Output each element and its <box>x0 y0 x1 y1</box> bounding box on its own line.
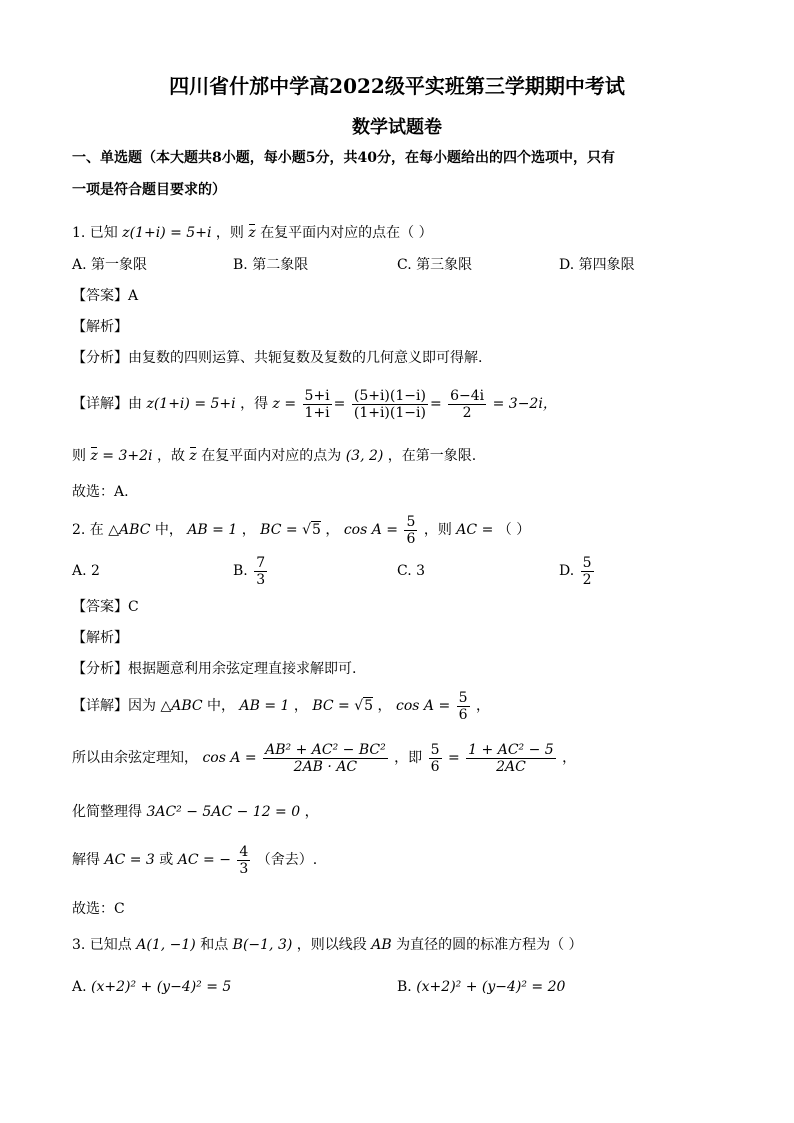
q3-stem <box>72 935 583 955</box>
q1-choose: 故选：A. <box>72 484 129 500</box>
q2-solve <box>72 840 317 880</box>
q1-frac2 <box>352 388 428 421</box>
q1-frac3-den: 2 <box>462 404 472 421</box>
q1-option-b: B. 第二象限 <box>233 257 309 273</box>
q1-number: 1. 已知 <box>72 225 118 241</box>
q2-option-d-label: D. <box>559 563 575 579</box>
q2-solve-frac <box>237 844 250 877</box>
q1-detail-mid: ，得 <box>240 396 269 412</box>
q3-option-b <box>397 977 565 997</box>
q2-detail-comma2: ， <box>377 698 392 714</box>
q1-line2-zbar: z <box>90 448 98 464</box>
q1-detail-z: z = <box>272 396 297 412</box>
q2-option-b-den: 3 <box>256 571 266 588</box>
q2-option-d-den: 2 <box>582 571 592 588</box>
q1-line2-d: ，在第一象限. <box>387 448 477 464</box>
section-heading-line1: 一、单选题（本大题共8小题，每小题5分，共40分，在每小题给出的四个选项中，只有 <box>72 150 615 166</box>
q2-detail-cosA: cos A = <box>396 698 451 714</box>
q1-equation: z(1+i) = 5+i <box>122 225 212 241</box>
q2-option-d <box>559 552 596 590</box>
q2-stem <box>72 512 530 548</box>
q3-option-b-label: B. <box>397 979 412 995</box>
q3-and: 和点 <box>200 937 229 953</box>
exam-subtitle: 数学试题卷 <box>352 117 442 138</box>
q2-option-b-frac <box>254 555 267 588</box>
q2-law-of-cosines <box>72 738 576 778</box>
q1-line2-a: 则 <box>72 448 86 464</box>
q2-law-den: 2AB · AC <box>293 758 358 775</box>
q2-law-cos: cos A = <box>202 750 257 766</box>
q1-detail-end: = 3−2i， <box>492 396 557 412</box>
q3-tail1: ，则以线段 <box>296 937 367 953</box>
q2-law-eq: = <box>447 750 460 766</box>
q2-comma2: ， <box>325 522 340 538</box>
q2-mid1: 中， <box>154 522 183 538</box>
q2-solve-num: 4 <box>239 843 249 860</box>
q2-sqrt-sign: √ <box>302 522 311 538</box>
q2-solve-eq1: AC = 3 <box>104 852 155 868</box>
q2-option-c: C. 3 <box>397 563 426 579</box>
q1-fenxi: 【分析】由复数的四则运算、共轭复数及复数的几何意义即可得解. <box>72 350 483 366</box>
q2-simplify-prefix: 化简整理得 <box>72 804 142 820</box>
q2-detail-ab: AB = 1 <box>239 698 290 714</box>
q1-detail-prefix: 【详解】由 <box>72 396 142 412</box>
q2-frac-num: 5 <box>406 513 416 530</box>
q2-detail-frac-den: 6 <box>458 706 468 723</box>
q2-law-prefix: 所以由余弦定理知， <box>72 750 198 766</box>
q2-fenxi: 【分析】根据题意利用余弦定理直接求解即可. <box>72 661 357 677</box>
q2-cosA: cos A = <box>343 522 399 538</box>
q2-law-f2-num: 1 + AC² − 5 <box>468 741 554 758</box>
q2-detail-comma3: ， <box>476 698 491 714</box>
q2-triangle: △ABC <box>108 522 151 538</box>
q1-conjugate-line <box>72 446 476 466</box>
q2-law-f-den: 6 <box>430 758 440 775</box>
q3-option-a-eq: (x+2)² + (y−4)² = 5 <box>91 979 232 995</box>
q1-frac1-den: 1+i <box>304 404 330 421</box>
q2-law-num: AB² + AC² − BC² <box>265 741 386 758</box>
q2-detail-sqrt5: 5 <box>364 698 374 714</box>
exam-title: 四川省什邡中学高2022级平实班第三学期期中考试 <box>169 74 625 98</box>
q1-zbar: z <box>248 225 256 241</box>
q3-point-b: B(−1, 3) <box>232 937 293 953</box>
q2-option-b-label: B. <box>233 563 248 579</box>
q3-option-a <box>72 977 231 997</box>
q1-detail-eq1: z(1+i) = 5+i <box>146 396 236 412</box>
q1-frac1 <box>303 388 332 421</box>
q2-detail <box>72 688 490 724</box>
q2-bc: BC = <box>260 522 298 538</box>
q3-tail2: 为直径的圆的标准方程为（ ） <box>396 937 583 953</box>
q1-stem <box>72 223 433 243</box>
q2-law-frac2 <box>429 742 442 775</box>
q2-detail-frac <box>457 690 470 723</box>
q1-frac2-num: (5+i)(1−i) <box>353 387 426 404</box>
q2-solve-eq2: AC = − <box>177 852 231 868</box>
q2-frac-den: 6 <box>406 530 416 547</box>
q3-option-b-eq: (x+2)² + (y−4)² = 20 <box>416 979 566 995</box>
q2-detail-sqrt-sign: √ <box>354 698 364 714</box>
q2-solve-den: 3 <box>239 860 249 877</box>
q1-frac3-num: 6−4i <box>450 387 485 404</box>
q2-tail: ，则 <box>423 522 452 538</box>
q1-option-c: C. 第三象限 <box>397 257 473 273</box>
q2-analysis-label: 【解析】 <box>72 630 128 646</box>
q2-option-d-num: 5 <box>582 554 592 571</box>
q1-detail: 【详解】由 z(1+i) = 5+i ，得 z = $\frac{5+i}{1+i}$ = $\frac{(5+i)(1-i)}{(1+i)(1-i)}$ = $\frac{6-4i}{2}$ = 3−2i， <box>72 387 557 421</box>
q2-number: 2. 在 <box>72 522 104 538</box>
q2-option-b <box>233 552 269 590</box>
q1-line2-eq: = 3+2i <box>102 448 153 464</box>
q3-option-a-label: A. <box>72 979 87 995</box>
q3-number: 3. 已知点 <box>72 937 132 953</box>
q1-frac3 <box>448 388 486 421</box>
q1-line2-b: ，故 <box>156 448 185 464</box>
q2-answer: 【答案】C <box>72 599 139 615</box>
q2-simplify-eq: 3AC² − 5AC − 12 = 0 <box>146 804 301 820</box>
q2-frac <box>404 514 417 547</box>
q1-tail: 在复平面内对应的点在（ ） <box>260 225 433 241</box>
section-heading-line2: 一项是符合题目要求的） <box>72 182 226 198</box>
q1-analysis-label: 【解析】 <box>72 319 128 335</box>
q2-law-f2-den: 2AC <box>496 758 526 775</box>
q2-option-d-frac <box>581 555 594 588</box>
q2-simplify-end: ， <box>304 804 319 820</box>
q1-line2-point: (3, 2) <box>345 448 384 464</box>
q3-segment: AB <box>371 937 392 953</box>
q2-sqrt5: 5 <box>311 522 321 538</box>
q2-option-b-num: 7 <box>256 554 266 571</box>
q2-option-a: A. 2 <box>72 563 100 579</box>
q2-law-end: ， <box>562 750 577 766</box>
q3-point-a: A(1, −1) <box>136 937 196 953</box>
q2-choose: 故选：C <box>72 901 125 917</box>
q2-detail-prefix: 【详解】因为 <box>72 698 156 714</box>
q2-law-frac <box>263 742 388 775</box>
q2-ab: AB = 1 <box>187 522 238 538</box>
q2-ac: AC = <box>456 522 494 538</box>
q1-frac1-num: 5+i <box>304 387 330 404</box>
q2-solve-prefix: 解得 <box>72 852 100 868</box>
q2-law-f-num: 5 <box>430 741 440 758</box>
q2-solve-end: （舍去）. <box>256 852 318 868</box>
q2-law-frac3 <box>466 742 556 775</box>
q1-frac2-den: (1+i)(1−i) <box>353 404 426 421</box>
q2-detail-frac-num: 5 <box>458 689 468 706</box>
q1-line2-c: 在复平面内对应的点为 <box>201 448 342 464</box>
q1-mid: ，则 <box>215 225 244 241</box>
q2-solve-or: 或 <box>159 852 174 868</box>
q2-detail-triangle: △ABC <box>160 698 203 714</box>
q1-option-d: D. 第四象限 <box>559 257 635 273</box>
q1-answer: 【答案】A <box>72 288 139 304</box>
q1-line2-zbar2: z <box>189 448 197 464</box>
q1-option-a: A. 第一象限 <box>72 257 148 273</box>
q2-detail-comma1: ， <box>293 698 308 714</box>
q2-law-mid: ，即 <box>394 750 423 766</box>
q2-paren: （ ） <box>497 522 531 538</box>
q2-comma1: ， <box>241 522 256 538</box>
q2-detail-bc: BC = <box>312 698 350 714</box>
q2-detail-mid: 中， <box>207 698 236 714</box>
q2-simplify <box>72 802 319 822</box>
